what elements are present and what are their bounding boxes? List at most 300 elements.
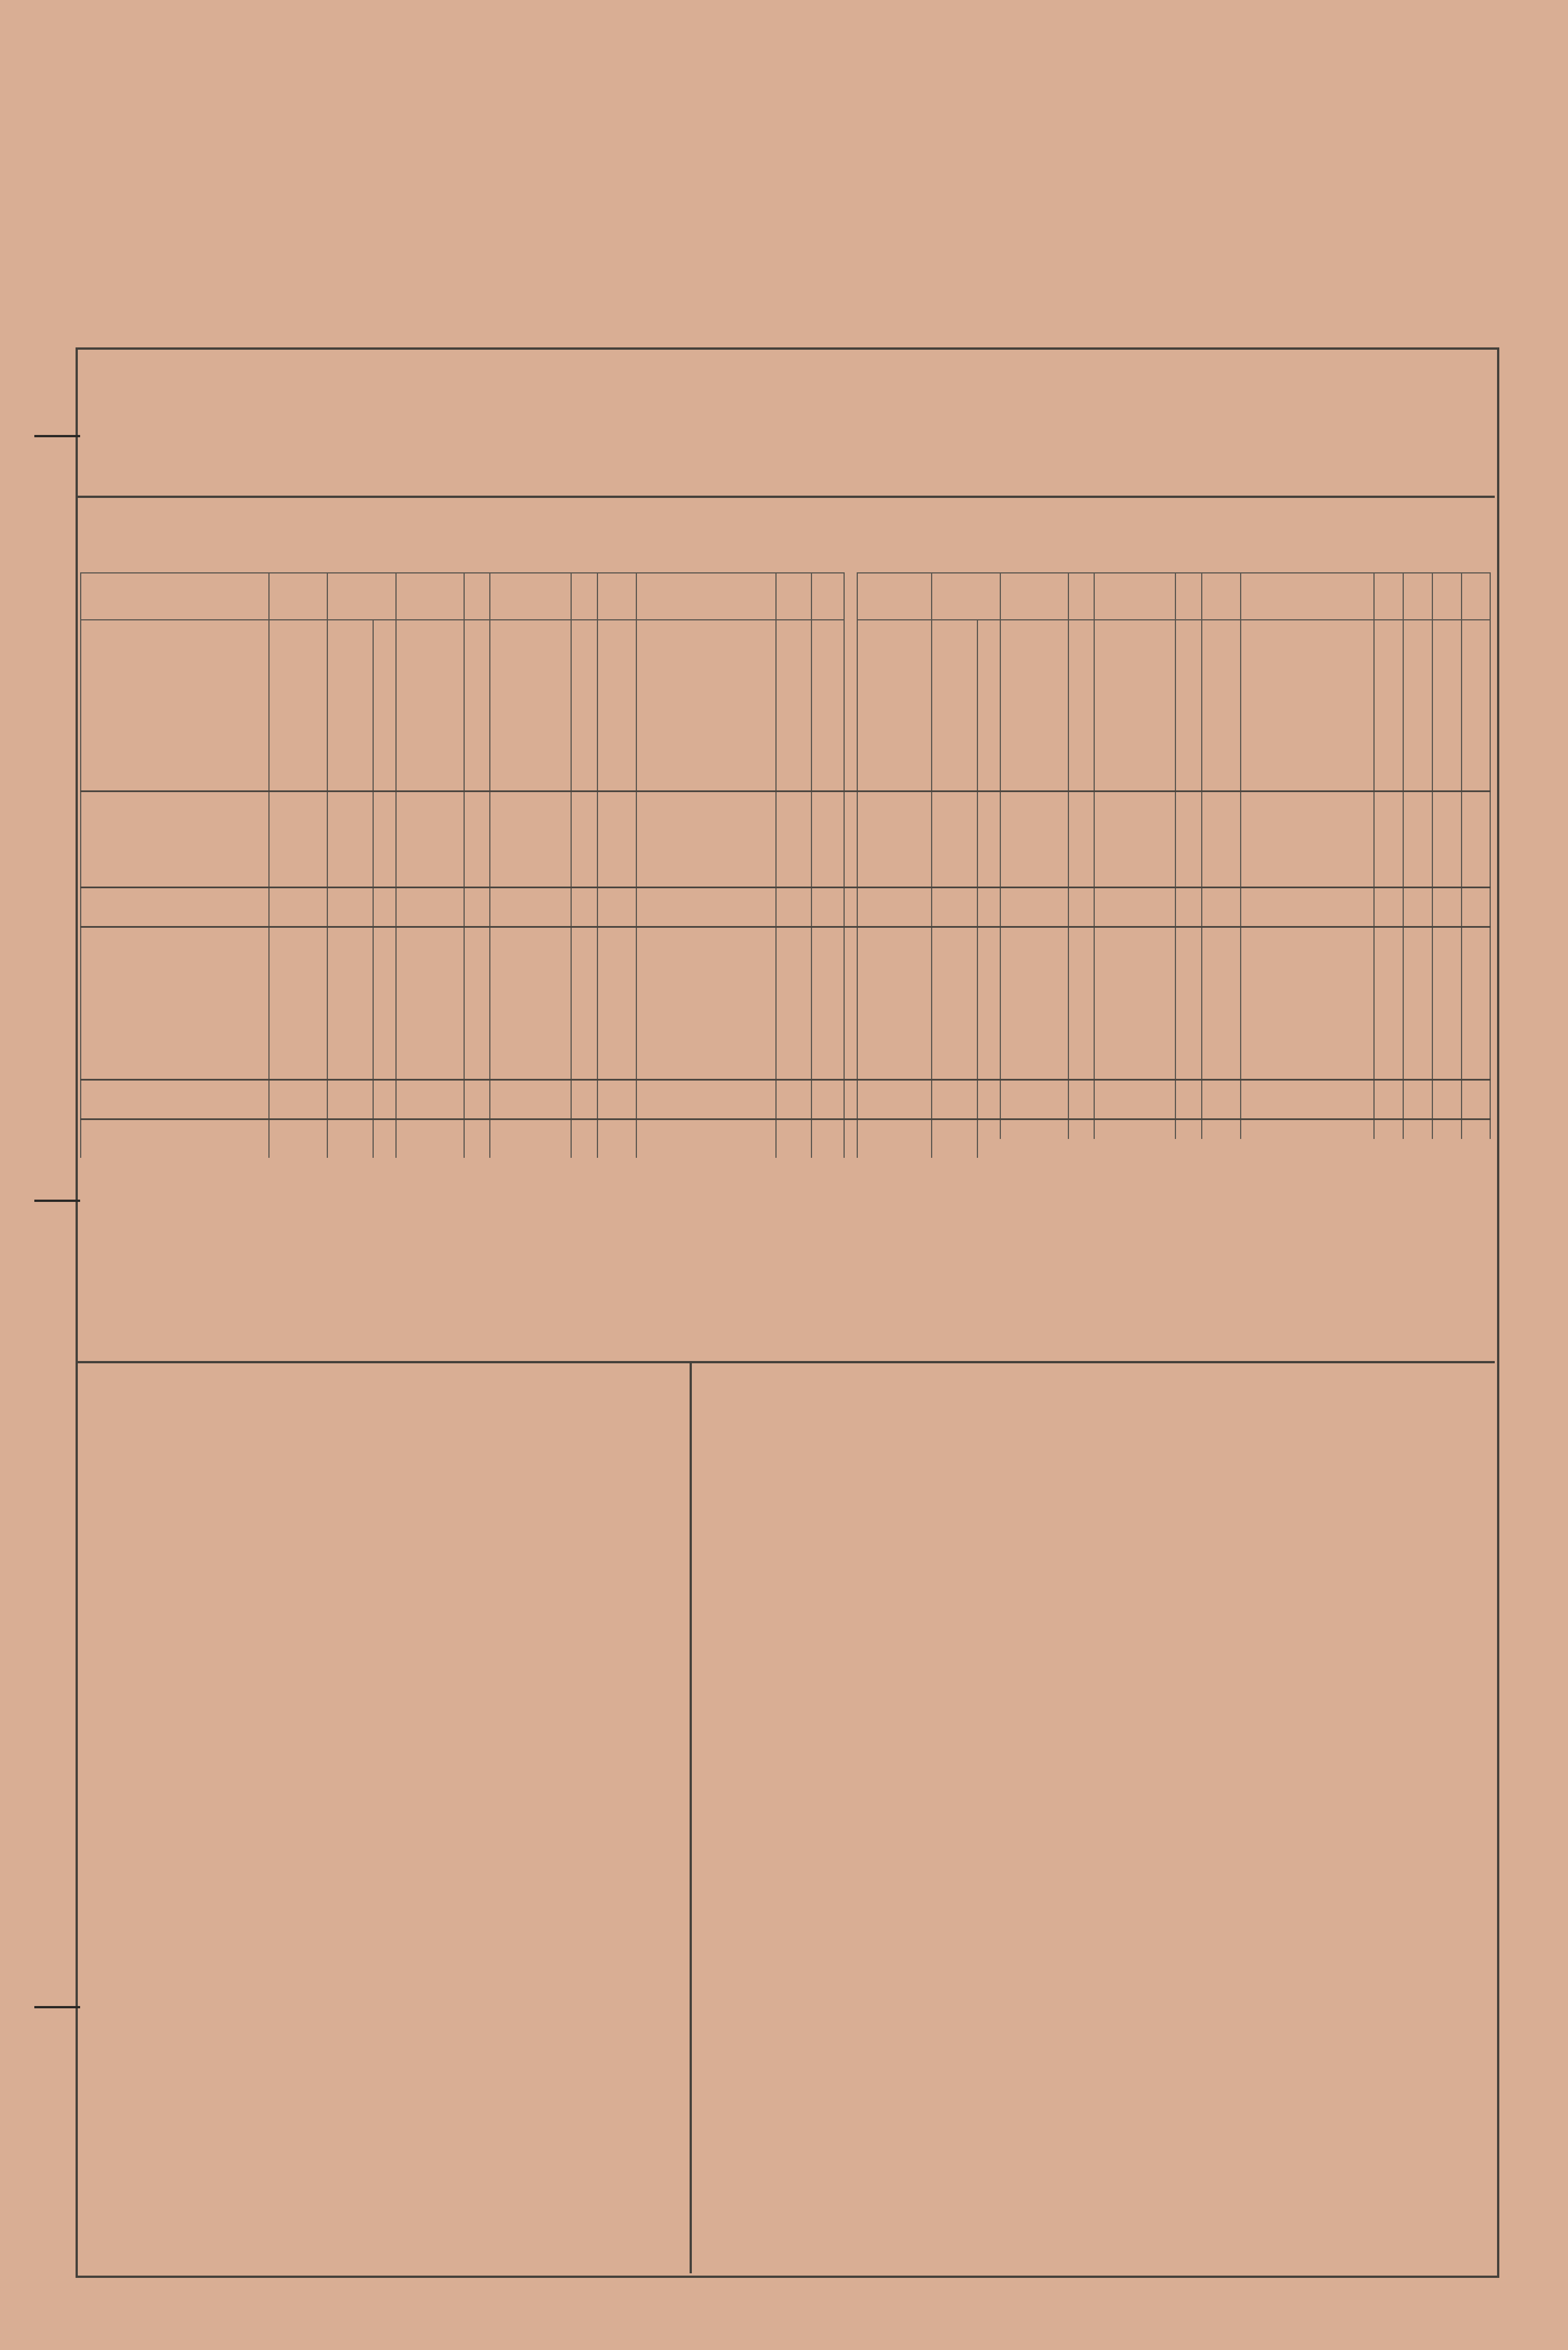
cell: [932, 677, 977, 696]
cell: [373, 677, 396, 696]
station-name: [81, 715, 269, 734]
cell: [269, 677, 327, 696]
cell: [1241, 792, 1374, 812]
cell: [977, 927, 1000, 947]
cell: [1175, 927, 1201, 947]
cell: [1094, 734, 1175, 753]
cell: [597, 888, 636, 908]
divider: [76, 1361, 1495, 1363]
cell: [857, 658, 932, 677]
cell: [776, 1060, 811, 1080]
cell: [857, 1022, 932, 1041]
spacer: [844, 966, 857, 984]
cell: [1068, 1099, 1094, 1119]
cell: [396, 772, 464, 792]
table-row: [81, 658, 1490, 677]
cell: [396, 1022, 464, 1041]
cell: [977, 811, 1000, 830]
cell: [1000, 1041, 1068, 1060]
station-name: [81, 772, 269, 792]
cell: [464, 753, 490, 772]
cell: [1403, 888, 1432, 908]
cell: [1432, 947, 1462, 966]
cell: [977, 1099, 1000, 1119]
cell: [373, 1099, 396, 1119]
table-row: [81, 1119, 1490, 1140]
cell: [396, 888, 464, 908]
cell: [811, 1041, 844, 1060]
cell: [327, 1119, 373, 1140]
cell: [1094, 966, 1175, 984]
cell: [1374, 1022, 1403, 1041]
cell: [811, 1119, 844, 1140]
cell: [1068, 639, 1094, 658]
cell: [1094, 696, 1175, 715]
cell: [1000, 639, 1068, 658]
table-row: [81, 1022, 1490, 1041]
cell: [776, 696, 811, 715]
cell: [977, 966, 1000, 984]
cell: [373, 1080, 396, 1100]
cell: [1462, 677, 1490, 696]
cell: [776, 907, 811, 927]
cell: [857, 888, 932, 908]
cell: [1241, 658, 1374, 677]
cell: [776, 677, 811, 696]
cell: [373, 830, 396, 849]
station-name: [81, 1060, 269, 1080]
cell: [1432, 639, 1462, 658]
cell: [1094, 1119, 1175, 1140]
column-header: [811, 573, 844, 620]
cell: [269, 1060, 327, 1080]
cell: [327, 772, 373, 792]
cell: [1462, 966, 1490, 984]
cell: [857, 966, 932, 984]
table-row: [81, 868, 1490, 888]
cell: [1068, 888, 1094, 908]
cell: [977, 1041, 1000, 1060]
cell: [464, 966, 490, 984]
cell: [597, 966, 636, 984]
cell: [1094, 1022, 1175, 1041]
cell: [490, 811, 571, 830]
cell: [571, 849, 597, 868]
cell: [776, 734, 811, 753]
cell: [636, 888, 776, 908]
cell: [490, 639, 571, 658]
cell: [1175, 1003, 1201, 1022]
cell: [1432, 772, 1462, 792]
cell: [327, 620, 373, 639]
cell: [373, 1060, 396, 1080]
cell: [373, 620, 396, 639]
cell: [1462, 830, 1490, 849]
cell: [1094, 984, 1175, 1003]
spacer: [844, 573, 857, 620]
cell: [1403, 696, 1432, 715]
cell: [464, 1022, 490, 1041]
cell: [373, 1041, 396, 1060]
table-row: [81, 696, 1490, 715]
cell: [857, 1060, 932, 1080]
station-name: [81, 792, 269, 812]
cell: [571, 947, 597, 966]
cell: [1094, 1003, 1175, 1022]
cell: [1241, 966, 1374, 984]
cell: [1094, 658, 1175, 677]
cell: [1175, 1119, 1201, 1140]
cell: [269, 696, 327, 715]
cell: [597, 677, 636, 696]
cell: [1068, 696, 1094, 715]
cell: [1374, 830, 1403, 849]
cell: [1094, 715, 1175, 734]
cell: [1068, 927, 1094, 947]
column-header: [1094, 573, 1175, 620]
margin-mark: [34, 435, 80, 437]
cell: [932, 947, 977, 966]
cell: [932, 753, 977, 772]
cell: [269, 753, 327, 772]
cell: [597, 715, 636, 734]
table-row: [81, 1139, 1490, 1158]
cell: [1462, 927, 1490, 947]
cell: [1374, 658, 1403, 677]
cell: [464, 792, 490, 812]
cell: [396, 1139, 464, 1158]
cell: [811, 830, 844, 849]
cell: [857, 1119, 932, 1140]
cell: [1000, 715, 1068, 734]
cell: [776, 753, 811, 772]
column-header: [597, 573, 636, 620]
cell: [396, 1003, 464, 1022]
cell: [636, 984, 776, 1003]
cell: [636, 1003, 776, 1022]
cell: [396, 696, 464, 715]
cell: [396, 966, 464, 984]
cell: [269, 811, 327, 830]
cell: [811, 639, 844, 658]
cell: [932, 868, 977, 888]
cell: [490, 1022, 571, 1041]
station-name: [81, 639, 269, 658]
cell: [932, 734, 977, 753]
cell: [977, 1060, 1000, 1080]
station-name: [81, 696, 269, 715]
cell: [1068, 907, 1094, 927]
cell: [1462, 811, 1490, 830]
cell: [1462, 792, 1490, 812]
cell: [571, 1060, 597, 1080]
cell: [1403, 677, 1432, 696]
cell: [269, 966, 327, 984]
cell: [811, 907, 844, 927]
cell: [490, 1060, 571, 1080]
cell: [1432, 734, 1462, 753]
cell: [597, 1041, 636, 1060]
station-name: [81, 830, 269, 849]
cell: [1175, 1022, 1201, 1041]
cell: [327, 907, 373, 927]
cell: [571, 677, 597, 696]
station-name: [81, 1041, 269, 1060]
cell: [464, 1041, 490, 1060]
cell: [269, 1099, 327, 1119]
cell: [269, 907, 327, 927]
cell: [1000, 830, 1068, 849]
cell: [571, 907, 597, 927]
cell: [1175, 772, 1201, 792]
cell: [597, 1060, 636, 1080]
cell: [1000, 984, 1068, 1003]
cell: [1175, 1080, 1201, 1100]
cell: [1241, 927, 1374, 947]
table-row: [81, 849, 1490, 868]
cell: [571, 1139, 597, 1158]
cell: [490, 830, 571, 849]
cell: [597, 811, 636, 830]
cell: [776, 868, 811, 888]
legend-text: [80, 352, 1494, 489]
cell: [636, 772, 776, 792]
spacer: [844, 811, 857, 830]
spacer: [844, 753, 857, 772]
cell: [977, 696, 1000, 715]
cell: [1202, 1080, 1241, 1100]
cell: [1374, 1119, 1403, 1140]
cell: [1403, 947, 1432, 966]
spacer: [844, 849, 857, 868]
cell: [373, 868, 396, 888]
cell: [490, 620, 571, 639]
cell: [269, 1139, 327, 1158]
cell: [1202, 966, 1241, 984]
cell: [636, 620, 776, 639]
cell: [811, 620, 844, 639]
cell: [1202, 1022, 1241, 1041]
cell: [464, 849, 490, 868]
cell: [636, 1099, 776, 1119]
cell: [811, 715, 844, 734]
cell: [490, 927, 571, 947]
cell: [327, 868, 373, 888]
cell: [1068, 1060, 1094, 1080]
cell: [464, 677, 490, 696]
column-header: [464, 573, 490, 620]
station-name: [81, 1080, 269, 1100]
table-row: [81, 620, 1490, 639]
cell: [1403, 830, 1432, 849]
cell: [857, 1080, 932, 1100]
cell: [373, 792, 396, 812]
cell: [373, 734, 396, 753]
spacer: [844, 772, 857, 792]
cell: [1068, 1119, 1094, 1140]
cell: [1374, 888, 1403, 908]
cell: [269, 1022, 327, 1041]
cell: [1432, 715, 1462, 734]
cell: [327, 1060, 373, 1080]
cell: [636, 1060, 776, 1080]
cell: [464, 620, 490, 639]
cell: [1374, 715, 1403, 734]
cell: [1462, 984, 1490, 1003]
cell: [1374, 1060, 1403, 1080]
cell: [977, 907, 1000, 927]
cell: [373, 1119, 396, 1140]
cell: [464, 1003, 490, 1022]
cell: [1432, 849, 1462, 868]
cell: [1374, 792, 1403, 812]
cell: [811, 792, 844, 812]
cell: [571, 1022, 597, 1041]
cell: [857, 753, 932, 772]
cell: [597, 1022, 636, 1041]
cell: [1432, 927, 1462, 947]
cell: [327, 677, 373, 696]
cell: [1202, 830, 1241, 849]
cell: [1462, 1041, 1490, 1060]
cell: [1202, 639, 1241, 658]
spacer: [844, 1119, 857, 1140]
cell: [464, 639, 490, 658]
cell: [327, 1022, 373, 1041]
station-name: [81, 849, 269, 868]
cell: [396, 1080, 464, 1100]
cell: [1202, 868, 1241, 888]
cell: [597, 639, 636, 658]
cell: [857, 947, 932, 966]
cell: [1068, 830, 1094, 849]
cell: [1000, 734, 1068, 753]
cell: [857, 734, 932, 753]
spacer: [844, 1041, 857, 1060]
cell: [636, 734, 776, 753]
cell: [1241, 947, 1374, 966]
cell: [1432, 677, 1462, 696]
cell: [571, 620, 597, 639]
cell: [977, 868, 1000, 888]
cell: [1068, 868, 1094, 888]
cell: [811, 849, 844, 868]
cell: [327, 984, 373, 1003]
cell: [636, 1139, 776, 1158]
cell: [1403, 868, 1432, 888]
spacer: [932, 1139, 977, 1158]
cell: [1462, 639, 1490, 658]
cell: [1094, 1080, 1175, 1100]
cell: [1462, 1022, 1490, 1041]
cell: [1403, 639, 1432, 658]
cell: [932, 772, 977, 792]
cell: [776, 984, 811, 1003]
cell: [269, 984, 327, 1003]
cell: [269, 1080, 327, 1100]
cell: [1000, 1080, 1068, 1100]
cell: [490, 984, 571, 1003]
table-row: [81, 966, 1490, 984]
cell: [1094, 1099, 1175, 1119]
cell: [776, 888, 811, 908]
station-name: [81, 1119, 269, 1140]
cell: [1202, 1119, 1241, 1140]
cell: [1202, 715, 1241, 734]
cell: [977, 734, 1000, 753]
cell: [776, 1099, 811, 1119]
cell: [844, 1139, 857, 1158]
cell: [1403, 792, 1432, 812]
cell: [857, 868, 932, 888]
table-row: [81, 947, 1490, 966]
cell: [373, 811, 396, 830]
station-name: [81, 753, 269, 772]
cell: [1094, 907, 1175, 927]
table-row: [81, 734, 1490, 753]
cell: [1175, 888, 1201, 908]
cell: [1432, 1080, 1462, 1100]
cell: [1241, 1080, 1374, 1100]
cell: [490, 888, 571, 908]
cell: [571, 888, 597, 908]
cell: [776, 715, 811, 734]
station-name: [81, 907, 269, 927]
cell: [1094, 792, 1175, 812]
cell: [1202, 696, 1241, 715]
cell: [1403, 734, 1432, 753]
cell: [977, 792, 1000, 812]
cell: [571, 753, 597, 772]
cell: [1175, 1099, 1201, 1119]
cell: [932, 620, 977, 639]
cell: [1374, 753, 1403, 772]
cell: [932, 927, 977, 947]
cell: [1000, 677, 1068, 696]
cell: [857, 984, 932, 1003]
cell: [636, 753, 776, 772]
cell: [490, 1080, 571, 1100]
cell: [1374, 927, 1403, 947]
cell: [857, 1003, 932, 1022]
cell: [1000, 1099, 1068, 1119]
station-name: [81, 927, 269, 947]
cell: [776, 658, 811, 677]
cell: [327, 734, 373, 753]
cell: [1462, 1003, 1490, 1022]
cell: [597, 734, 636, 753]
cell: [571, 1003, 597, 1022]
cell: [373, 696, 396, 715]
cell: [1241, 868, 1374, 888]
cell: [464, 830, 490, 849]
cell: [1241, 1041, 1374, 1060]
cell: [269, 772, 327, 792]
spacer: [844, 1022, 857, 1041]
cell: [1374, 1080, 1403, 1100]
spacer: [844, 947, 857, 966]
cell: [373, 984, 396, 1003]
table-row: [81, 1041, 1490, 1060]
spacer: [844, 1080, 857, 1100]
cell: [1374, 696, 1403, 715]
cell: [1374, 811, 1403, 830]
station-name: [81, 1139, 269, 1158]
cell: [396, 715, 464, 734]
cell: [597, 1139, 636, 1158]
cell: [396, 677, 464, 696]
cell: [1432, 1022, 1462, 1041]
